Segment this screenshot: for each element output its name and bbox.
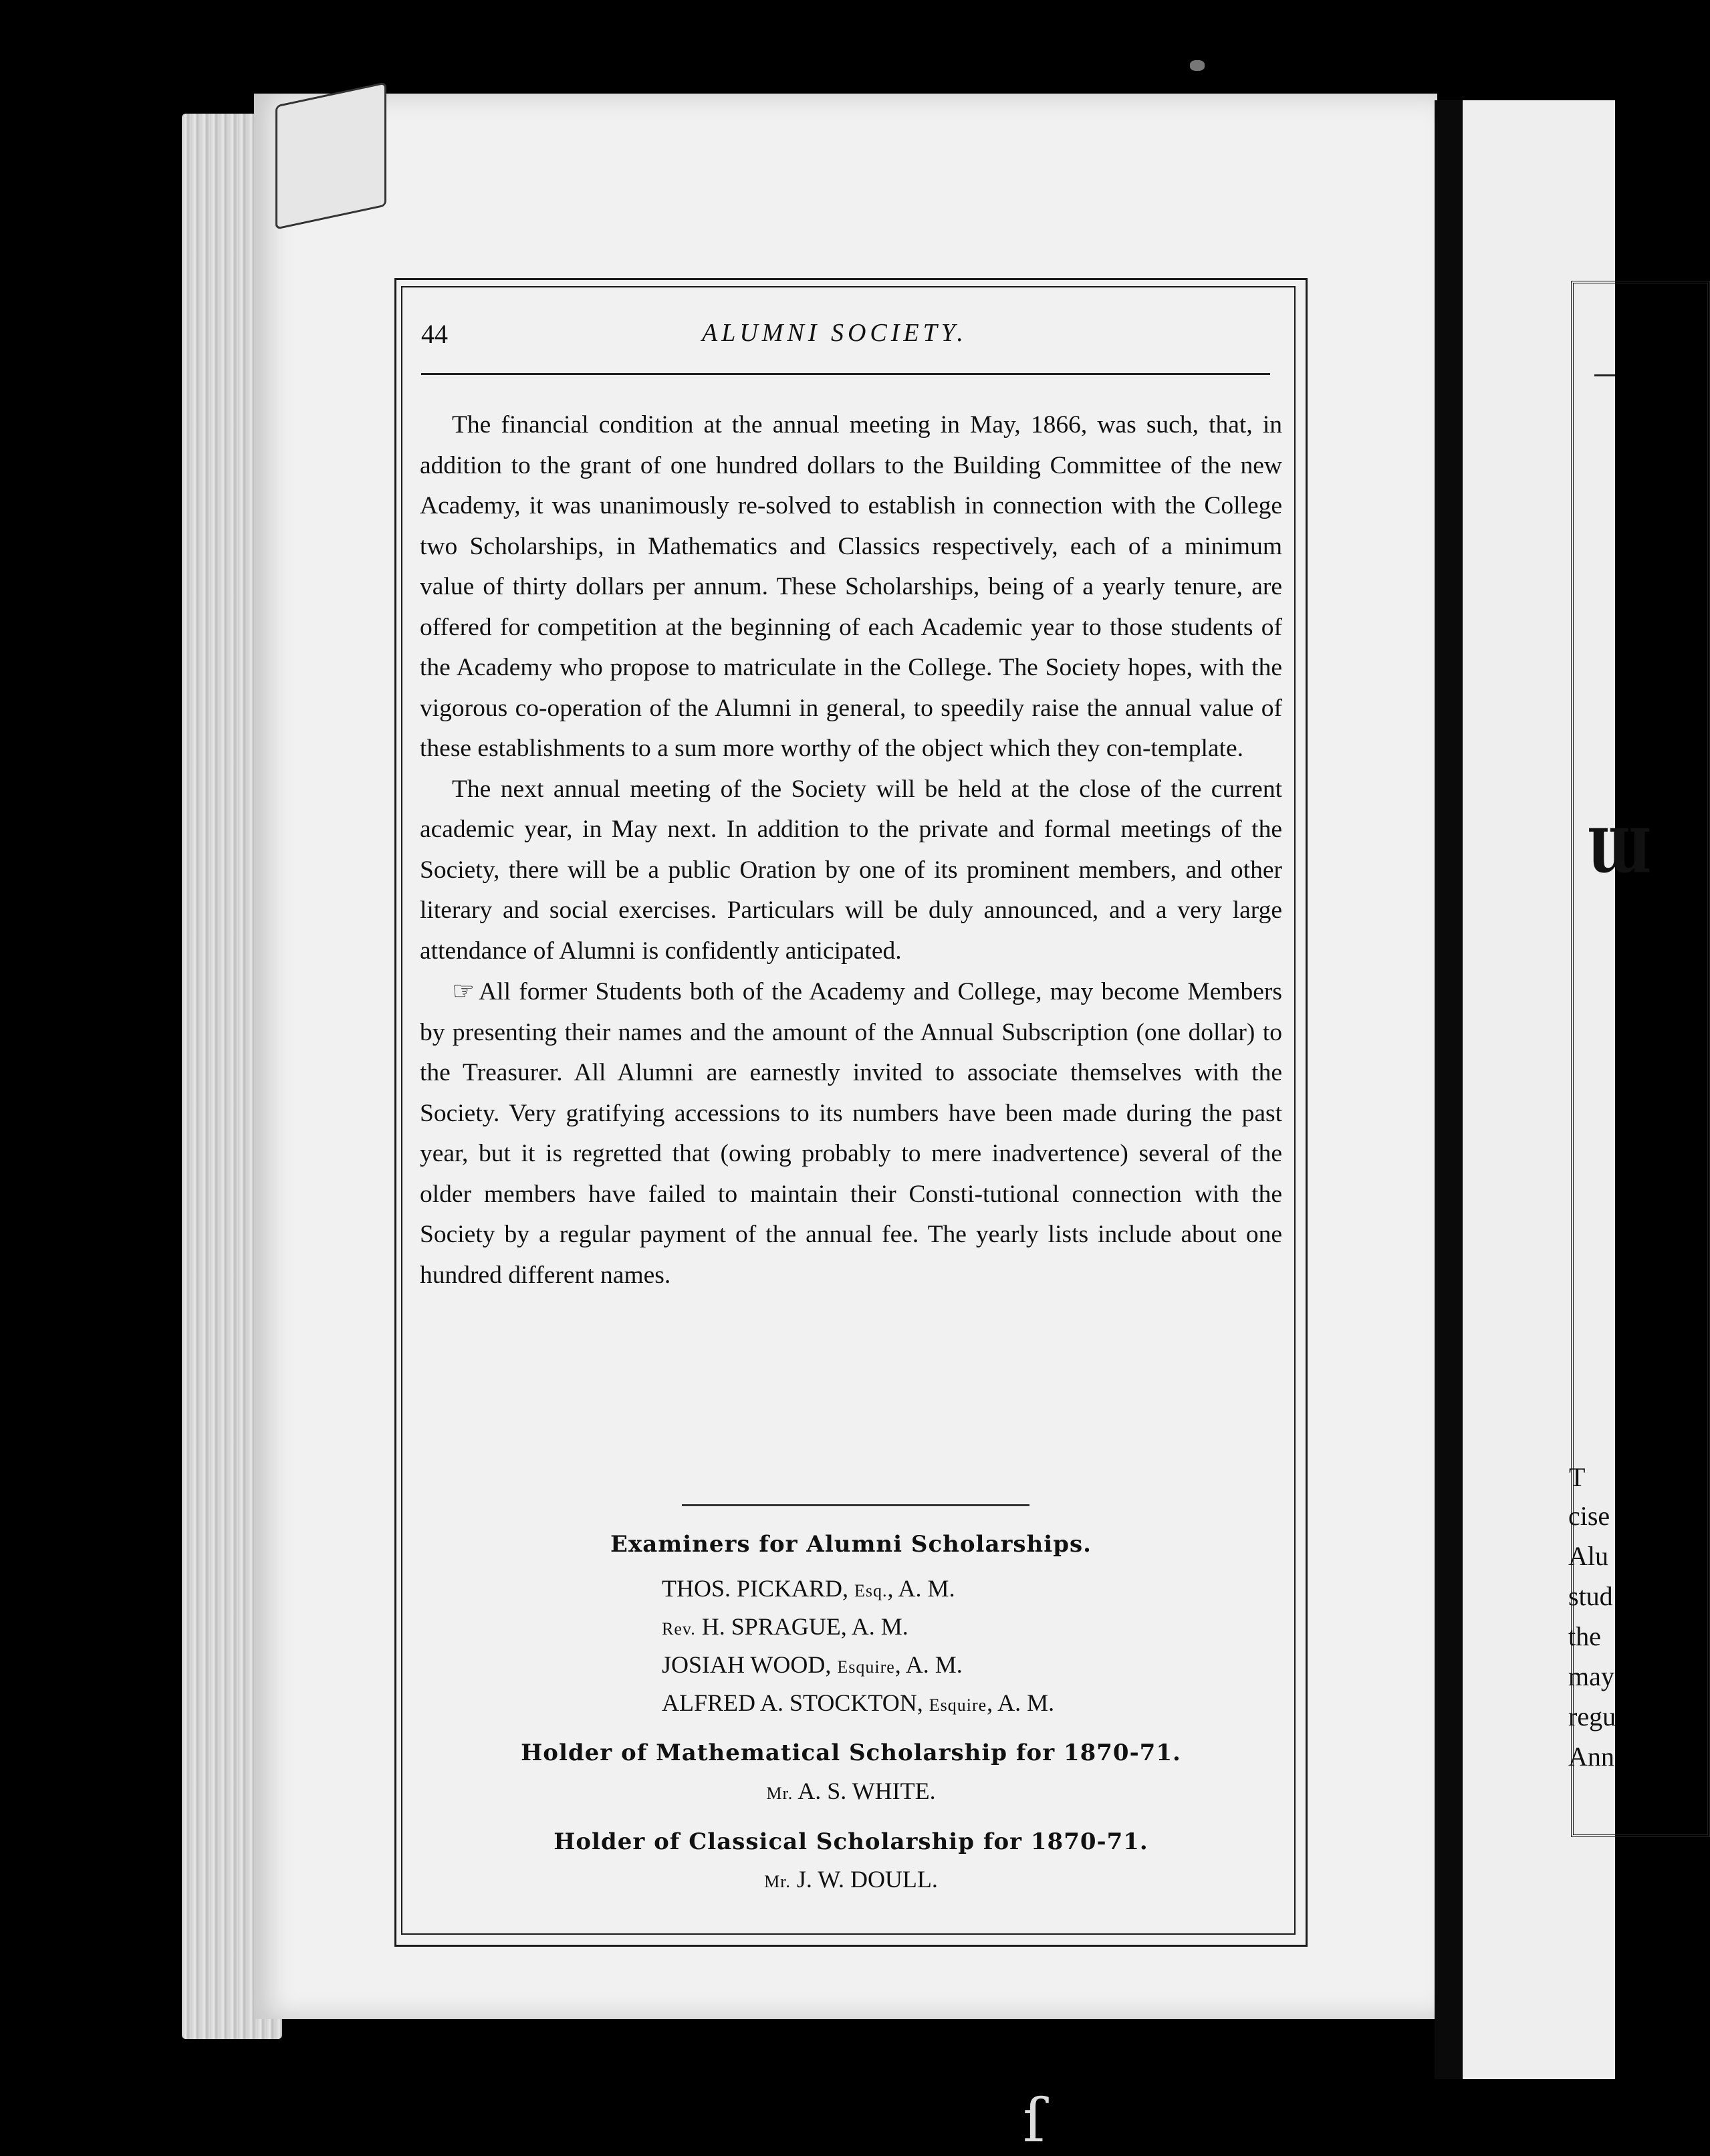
paragraph-financial-condition: The financial condition at the annual meeting in May, 1866, was such, that, in addition to the grant of one hundred dollars to the Building Committee of the new Academy, it was unanimously re-solved to establish in connection with the College two Scholarships, in Mathematics and Classics respectively, each of a minimum value of thirty dollars per annum. These Scholarships, being of a yearly tenure, are offered for competition at the beginning of each Academic year to those students of the Academy who propose to matriculate in the College. The Society hopes, with the vigorous co-operation of the Alumni in general, to speedily raise the annual value of these establishments to a sum more worthy of the object which they con-template. xyxy=(420,411,1282,762)
running-head: ALUMNI SOCIETY. xyxy=(702,319,967,347)
pointing-hand-icon: ☞ xyxy=(452,977,475,1005)
facing-page-line: Ann xyxy=(1568,1742,1614,1772)
math-scholarship-heading: Holder of Mathematical Scholarship for 1870-71. xyxy=(521,1740,1181,1766)
facing-page-line: T xyxy=(1569,1462,1586,1492)
classical-scholarship-holder: Mr. J. W. DOULL. xyxy=(764,1866,938,1893)
facing-page-line: regu xyxy=(1568,1701,1616,1731)
folded-page-corner xyxy=(275,82,386,229)
examiner-name: Rev. H. SPRAGUE, A. M. xyxy=(662,1613,908,1640)
scan-artifact: ſ xyxy=(1023,2086,1046,2156)
facing-page-line: Alu xyxy=(1568,1541,1608,1571)
paragraph-next-meeting: The next annual meeting of the Society will be held at the close of the current academic year, in May next. In addition to the private and formal meetings of the Society, there will be a public Oration by one of its prominent members, and other literary and social exercises. Particulars will be duly announced, and a very large attendance of Alumni is confidently anticipated. xyxy=(420,775,1282,965)
facing-page-ornament: Ɯ xyxy=(1587,816,1651,886)
math-scholarship-holder: Mr. A. S. WHITE. xyxy=(766,1778,936,1804)
examiner-name: THOS. PICKARD, Esq., A. M. xyxy=(662,1575,955,1602)
facing-page-line: the xyxy=(1568,1621,1601,1651)
classical-scholarship-heading: Holder of Classical Scholarship for 1870-71. xyxy=(554,1828,1148,1855)
page-header xyxy=(421,318,1277,358)
dust-speck xyxy=(1190,60,1205,71)
paragraph-membership xyxy=(420,971,1282,1296)
body-text xyxy=(420,405,1282,1296)
paragraph-membership-text: All former Students both of the Academy and College, may become Members by presenting their names and the amount of the Annual Subscription (one dollar) to the Treasurer. All Alumni are earnestly invited to associate themselves with the Society. Very gratifying accessions to its numbers have been made during the past year, but it is regretted that (owing probably to mere inadvertence) several of the older members have failed to maintain their Consti-tutional connection with the Society by a regular payment of the annual fee. The yearly lists include about one hundred different names. xyxy=(420,978,1282,1289)
page-number: 44 xyxy=(421,319,448,349)
examiner-name: ALFRED A. STOCKTON, Esquire, A. M. xyxy=(662,1689,1055,1716)
facing-page-rule xyxy=(1594,374,1615,376)
facing-page-line: cise xyxy=(1568,1501,1610,1531)
header-rule xyxy=(421,373,1270,375)
facing-page-line: stud xyxy=(1568,1581,1613,1611)
book-gutter xyxy=(1435,100,1463,2079)
section-divider xyxy=(682,1504,1029,1506)
examiner-name: JOSIAH WOOD, Esquire, A. M. xyxy=(662,1651,963,1678)
facing-page-line: may xyxy=(1568,1661,1614,1691)
examiners-heading: Examiners for Alumni Scholarships. xyxy=(610,1531,1092,1558)
